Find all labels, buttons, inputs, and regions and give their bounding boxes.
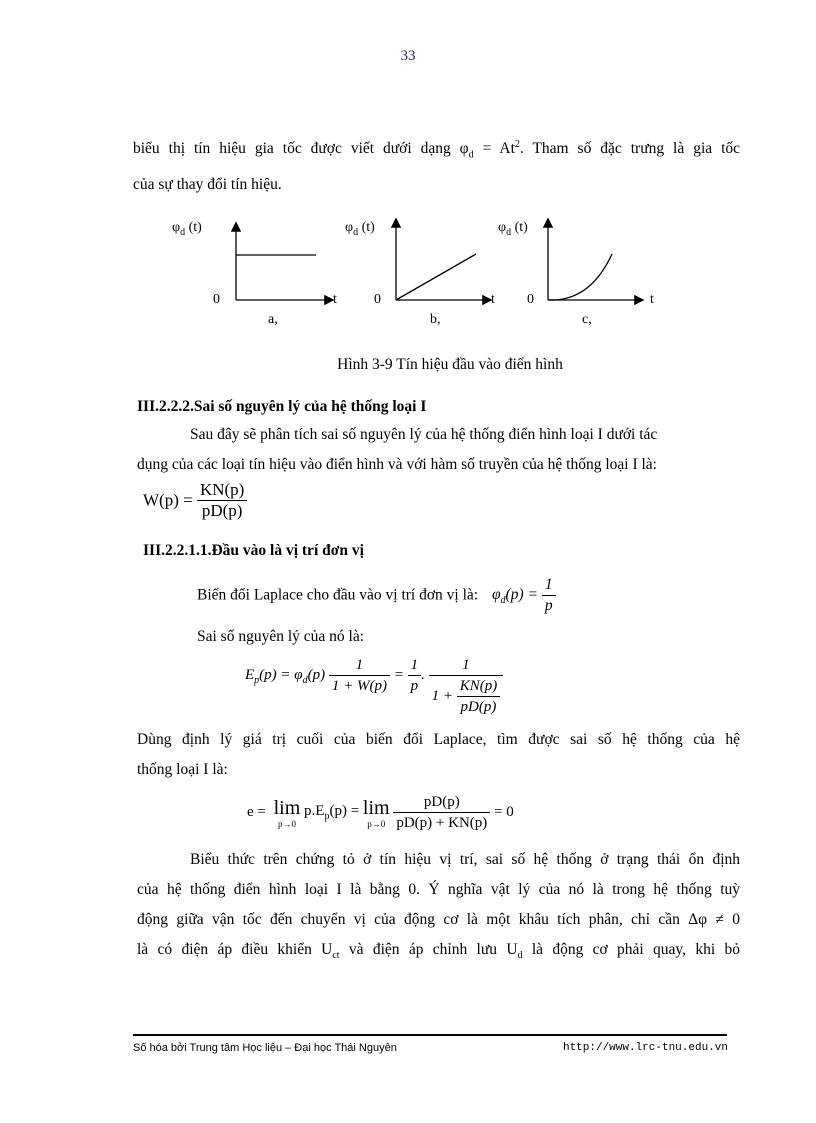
conclusion-line-4: là có điện áp điều khiển $U_{ct}$ và điện áp chỉnh lưu $U_d$ là động cơ phải quay, khi bỏ [137,941,740,962]
section-paragraph [137,420,740,480]
intro-line-1: biểu thị tín hiệu gia tốc được viết dưới dạng $\varphi_d = At^2$. Tham số đặc trưng là gia tốc [133,139,741,161]
panel-b [396,220,490,300]
panel-b-t-label: t [491,292,495,307]
panel-a-label: a, [268,312,278,327]
panel-c [548,220,642,300]
transfer-function-formula: W(p) = $\frac{KN(p)}{pD(p)}$ [143,480,247,521]
footer-url-link[interactable]: http://www.lrc-tnu.edu.vn [562,1042,728,1054]
conclusion-paragraph [137,845,740,971]
panel-b-origin: 0 [374,292,381,307]
intro-paragraph [133,130,740,200]
conclusion-line-1: Biểu thức trên chứng tỏ ở tín hiệu vị trí, sai số hệ thống ở trạng thái ổn định [190,851,740,868]
panel-c-parabola-signal [548,254,612,300]
final-line-2: thống loại I là: [137,761,228,778]
panel-c-ylabel: $\varphi_d$ (t) [498,220,528,238]
limit-formula: e = lim p→0 $p.E_p(p)$ = lim p→0 $\frac{pD(p)}{pD(p) + KN(p)}$ = 0 [247,794,514,831]
laplace-line: Biến đổi Laplace cho đầu vào vị trí đơn vị là: $\varphi_d(p)$ = $\frac{1}{p}$ [197,575,556,616]
panel-b-ylabel: $\varphi_d$ (t) [345,220,375,238]
laplace-formula: $\varphi_d(p)$ = $\frac{1}{p}$ [492,586,556,603]
conclusion-line-2: của hệ thống điển hình loại I là bằng 0. Ý nghĩa vật lý của nó là trong hệ thống tuỳ [137,881,740,898]
section-para-line-2: dụng của các loại tín hiệu vào điển hình và với hàm số truyền của hệ thống loại I là: [137,456,657,473]
section-heading: III.2.2.2.Sai số nguyên lý của hệ thống loại I [137,398,427,415]
panel-a-t-label: t [333,292,337,307]
panel-a-origin: 0 [213,292,220,307]
panel-a [236,224,332,300]
page-number: 33 [400,48,416,64]
final-value-paragraph [137,725,740,785]
figure-caption: Hình 3-9 Tín hiệu đầu vào điển hình [337,356,563,373]
conclusion-line-3: động giữa vận tốc đến chuyển vị của động cơ là một khâu tích phân, chỉ cần Δφ ≠ 0 [137,911,740,928]
final-line-1: Dùng định lý giá trị cuối của biến đổi Laplace, tìm được sai số hệ thống của hệ [137,731,740,748]
error-formula: $E_p(p) = \varphi_d(p)$ $\frac{1}{1 + W(p)}$ = $\frac{1}{p}$ . 1 1 + $\frac{KN(p)}{pD(p)}$ [245,655,503,717]
panel-b-label: b, [430,312,441,327]
footer-source: Số hóa bởi Trung tâm Học liệu – Đại học Thái Nguyên [133,1042,397,1054]
footer-rule [133,1034,727,1036]
section-para-line-1: Sau đây sẽ phân tích sai số nguyên lý của hệ thống điển hình loại I dưới tác [190,426,658,443]
panel-c-origin: 0 [527,292,534,307]
panel-b-ramp-signal [396,254,476,300]
intro-line-2: của sự thay đổi tín hiệu. [133,176,282,194]
panel-c-label: c, [582,312,592,327]
error-text: Sai số nguyên lý của nó là: [197,628,365,645]
figure-3-9 [150,210,690,335]
subsection-heading: III.2.2.1.1.Đầu vào là vị trí đơn vị [143,542,364,559]
panel-a-ylabel: $\varphi_d$ (t) [172,220,202,238]
panel-c-t-label: t [650,292,654,307]
